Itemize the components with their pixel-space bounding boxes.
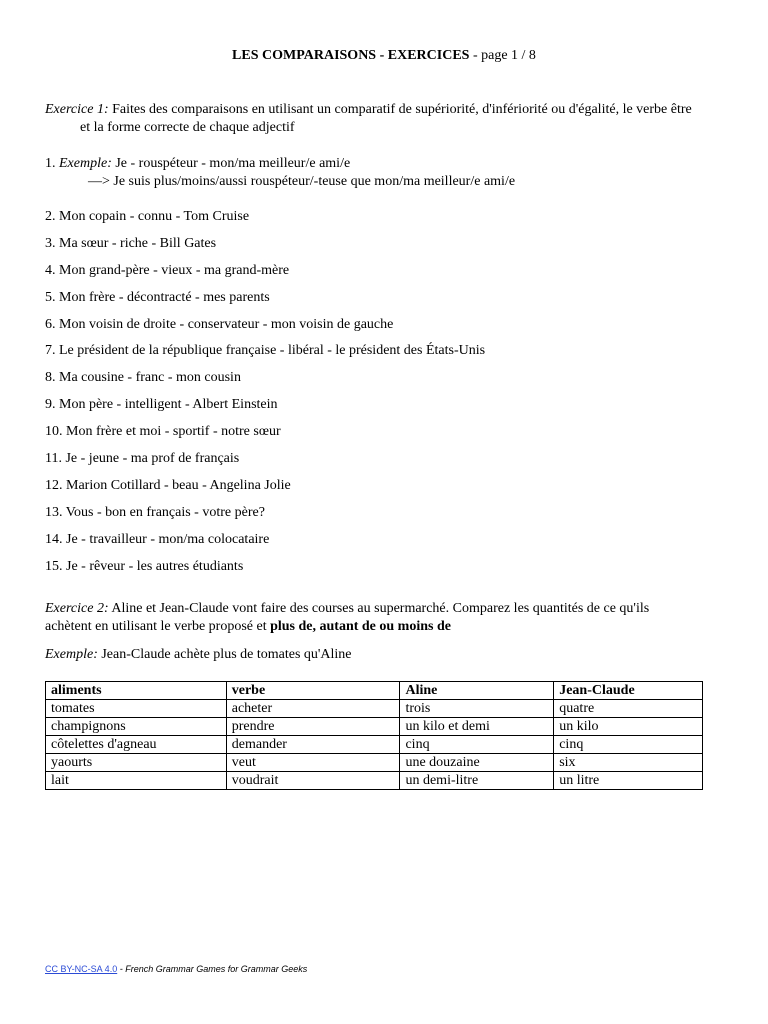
table-cell: acheter <box>226 700 400 718</box>
list-item: 9. Mon père - intelligent - Albert Einstein <box>45 397 278 413</box>
shopping-table <box>45 681 703 790</box>
table-cell: champignons <box>46 718 227 736</box>
table-row <box>46 772 703 790</box>
table-row <box>46 736 703 754</box>
example-text: Je - rouspéteur - mon/ma meilleur/e ami/e <box>111 156 351 171</box>
exercise-1-list <box>45 208 745 584</box>
list-item: 14. Je - travailleur - mon/ma colocataire <box>45 531 270 547</box>
exercise-2-instruction-line1: Aline et Jean-Claude vont faire des courses au supermarché. Comparez les quantités de ce qu'ils <box>108 601 650 616</box>
table-cell: une douzaine <box>400 754 554 772</box>
list-item: 12. Marion Cotillard - beau - Angelina Jolie <box>45 477 291 493</box>
table-cell: cinq <box>554 736 703 754</box>
list-item: 2. Mon copain - connu - Tom Cruise <box>45 209 250 224</box>
table-row <box>46 700 703 718</box>
example-label: Exemple: <box>59 156 112 171</box>
exercise-1-instructions <box>45 101 745 137</box>
list-item: 7. Le président de la république française - libéral - le président des États-Unis <box>45 343 486 359</box>
example-label: Exemple: <box>45 647 98 662</box>
table-cell: un kilo et demi <box>400 718 554 736</box>
table-cell: tomates <box>46 700 227 718</box>
column-header: verbe <box>226 682 400 700</box>
example-answer: —> Je suis plus/moins/aussi rouspéteur/-teuse que mon/ma meilleur/e ami/e <box>88 173 516 189</box>
license-link[interactable]: CC BY-NC-SA 4.0 <box>45 964 118 974</box>
table-cell: six <box>554 754 703 772</box>
column-header: Jean-Claude <box>554 682 703 700</box>
page-title <box>0 47 768 65</box>
exercise-1-instruction-line1: Faites des comparaisons en utilisant un comparatif de supériorité, d'infériorité ou d'égalité, le verbe être <box>108 102 692 117</box>
exercise-2-instruction-bold: plus de, autant de ou moins de <box>270 618 451 634</box>
table-cell: quatre <box>554 700 703 718</box>
list-item: 13. Vous - bon en français - votre père? <box>45 504 265 520</box>
exercise-1-label: Exercice 1: <box>45 102 109 117</box>
list-item: 3. Ma sœur - riche - Bill Gates <box>45 235 217 251</box>
table-row <box>46 754 703 772</box>
list-item: 11. Je - jeune - ma prof de français <box>45 451 240 467</box>
table-cell: veut <box>226 754 400 772</box>
table-cell: cinq <box>400 736 554 754</box>
table-cell: trois <box>400 700 554 718</box>
table-cell: yaourts <box>46 754 227 772</box>
footer <box>45 964 307 976</box>
list-item: 15. Je - rêveur - les autres étudiants <box>45 558 244 574</box>
list-item: 10. Mon frère et moi - sportif - notre sœur <box>45 424 281 440</box>
table-cell: côtelettes d'agneau <box>46 736 227 754</box>
example-text: Jean-Claude achète plus de tomates qu'Aline <box>97 647 352 662</box>
table-header-row <box>46 682 703 700</box>
exercise-2-label: Exercice 2: <box>45 601 109 616</box>
footer-credit: - French Grammar Games for Grammar Geeks <box>117 964 308 974</box>
table-cell: demander <box>226 736 400 754</box>
table-cell: un kilo <box>554 718 703 736</box>
list-item: 5. Mon frère - décontracté - mes parents <box>45 289 270 305</box>
table-cell: un litre <box>554 772 703 790</box>
title-main: LES COMPARAISONS - EXERCICES <box>232 48 470 63</box>
table-cell: prendre <box>226 718 400 736</box>
example-number: 1. <box>45 156 59 171</box>
table-cell: voudrait <box>226 772 400 790</box>
exercise-1-instruction-line2: et la forme correcte de chaque adjectif <box>80 119 295 135</box>
table-row <box>46 718 703 736</box>
table-cell: un demi-litre <box>400 772 554 790</box>
exercise-2-instructions <box>45 600 745 636</box>
list-item: 8. Ma cousine - franc - mon cousin <box>45 370 241 386</box>
column-header: Aline <box>400 682 554 700</box>
exercise-2-example <box>45 646 745 664</box>
title-page-number: - page 1 / 8 <box>469 48 536 63</box>
exercise-2-instruction-line2: achètent en utilisant le verbe proposé et <box>45 618 271 634</box>
column-header: aliments <box>46 682 227 700</box>
exercise-1-example <box>45 155 745 191</box>
list-item: 6. Mon voisin de droite - conservateur - mon voisin de gauche <box>45 316 394 332</box>
list-item: 4. Mon grand-père - vieux - ma grand-mère <box>45 262 290 278</box>
table-cell: lait <box>46 772 227 790</box>
